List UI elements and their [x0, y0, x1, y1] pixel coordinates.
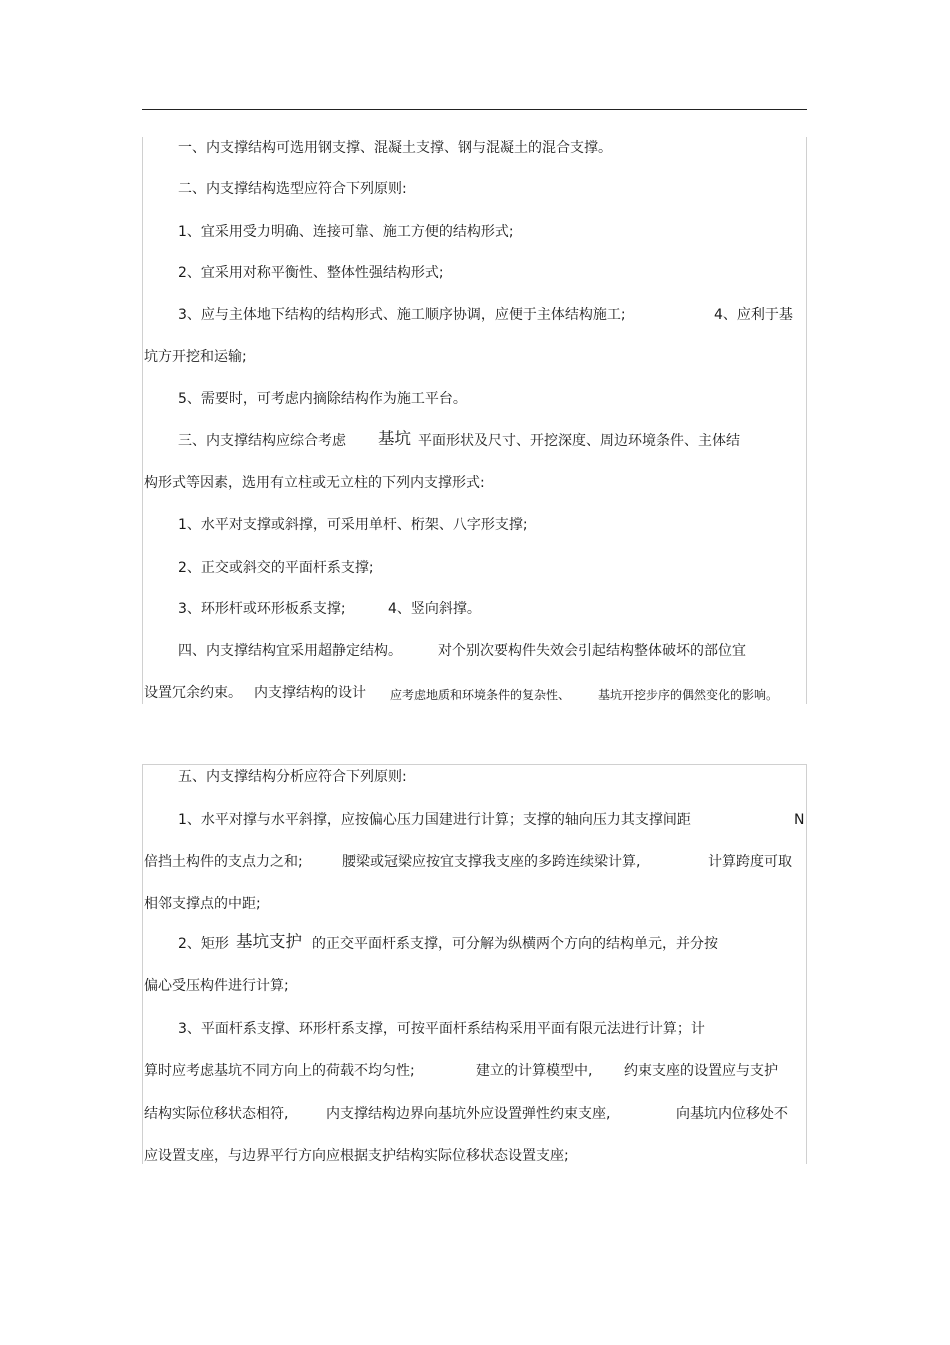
para-17-text-c: 约束支座的设置应与支护	[624, 1063, 778, 1079]
para-4-text: 2、宜采用对称平衡性、整体性强结构形式;	[178, 265, 444, 281]
para-17-line-3	[144, 1105, 288, 1123]
para-8-keyword	[378, 430, 411, 448]
para-15-text-e: 计算跨度可取	[708, 854, 792, 870]
para-14-text: 五、内支撑结构分析应符合下列原则:	[178, 769, 407, 785]
para-16-text: 偏心受压构件进行计算;	[144, 978, 289, 994]
para-13-text-d: 内支撑结构的设计	[254, 685, 366, 701]
para-8-line-1	[178, 432, 346, 450]
para-12-text-b: 4、竖向斜撑。	[388, 601, 481, 617]
para-15-text-c: 倍挡土构件的支点力之和;	[144, 854, 303, 870]
block-1-right-border	[806, 137, 807, 704]
keyword-jikeng-zhihu: 基坑支护	[236, 932, 302, 951]
para-15-text-b: N	[794, 812, 805, 828]
para-13-line-2	[144, 684, 242, 702]
para-13-text-c: 设置冗余约束。	[144, 685, 242, 701]
para-15-line-2-b	[342, 853, 640, 871]
para-15-line-1-n	[794, 811, 804, 829]
para-10	[178, 559, 374, 577]
para-16-line-2	[144, 977, 289, 995]
para-17-text-f: 向基坑内位移处不	[676, 1106, 788, 1122]
para-16-text-c: 的正交平面杆系支撑，可分解为纵横两个方向的结构单元，并分按	[312, 936, 718, 952]
block-1-left-border	[142, 137, 143, 704]
para-17-text-d: 结构实际位移状态相符,	[144, 1106, 289, 1122]
para-17-text-e: 内支撑结构边界向基坑外应设置弹性约束支座,	[326, 1106, 611, 1122]
para-16-keyword	[236, 933, 302, 951]
para-17-text-b: 建立的计算模型中,	[476, 1063, 593, 1079]
keyword-jikeng: 基坑	[378, 429, 411, 448]
para-13-text-e: 应考虑地质和环境条件的复杂性、	[390, 688, 571, 702]
para-17-line-2	[144, 1062, 415, 1080]
para-3-text: 1、宜采用受力明确、连接可靠、施工方便的结构形式;	[178, 224, 514, 240]
para-17-text: 3、平面杆系支撑、环形杆系支撑，可按平面杆系结构采用平面有限元法进行计算；计	[178, 1021, 705, 1037]
para-11-text-a: 3、环形杆或环形板系支撑;	[178, 601, 346, 617]
para-13-line-1-rest	[438, 642, 746, 660]
para-13-line-2-b	[254, 684, 366, 702]
para-13-line-1	[178, 642, 402, 660]
para-14	[178, 768, 407, 786]
block-2-left-border	[142, 764, 143, 1164]
para-17-line-2-c	[624, 1062, 778, 1080]
para-8-line-2	[144, 474, 485, 492]
para-8-text-c: 平面形状及尺寸、开挖深度、周边环境条件、主体结	[418, 433, 740, 449]
para-15-line-2	[144, 853, 303, 871]
para-1-text: 一、内支撑结构可选用钢支撑、混凝土支撑、钢与混凝土的混合支撑。	[178, 140, 612, 156]
para-15-text-a: 1、水平对撑与水平斜撑，应按偏心压力国建进行计算；支撑的轴向压力其支撑间距	[178, 812, 691, 828]
header-rule	[142, 109, 807, 110]
para-8-text-a: 三、内支撑结构应综合考虑	[178, 433, 346, 449]
para-4	[178, 264, 444, 282]
para-11	[178, 600, 346, 618]
para-6-start	[714, 306, 793, 324]
para-16-text-a: 2、矩形	[178, 936, 229, 952]
para-17-text-a: 算时应考虑基坑不同方向上的荷载不均匀性;	[144, 1063, 415, 1079]
para-7-text: 5、需要时，可考虑内摘除结构作为施工平台。	[178, 391, 467, 407]
para-15-line-1	[178, 811, 691, 829]
para-15-line-2-c	[708, 853, 792, 871]
para-8-line-1-rest	[418, 432, 740, 450]
para-13-line-2-d	[598, 686, 778, 704]
para-7	[178, 390, 467, 408]
para-17-line-1	[178, 1020, 705, 1038]
para-17-line-3-c	[676, 1105, 788, 1123]
para-6-text: 坑方开挖和运输;	[144, 349, 247, 365]
para-15-line-3	[144, 895, 261, 913]
para-17-text-g: 应设置支座，与边界平行方向应根据支护结构实际位移状态设置支座;	[144, 1148, 569, 1164]
para-9-text: 1、水平对支撑或斜撑，可采用单杆、桁架、八字形支撑;	[178, 517, 528, 533]
para-13-text-a: 四、内支撑结构宜采用超静定结构。	[178, 643, 402, 659]
para-3	[178, 223, 514, 241]
para-2-text: 二、内支撑结构选型应符合下列原则:	[178, 181, 407, 197]
para-2	[178, 180, 407, 198]
para-5-text-a: 3、应与主体地下结构的结构形式、施工顺序协调，应便于主体结构施工;	[178, 307, 626, 323]
para-17-line-3-b	[326, 1105, 610, 1123]
para-8-text: 构形式等因素，选用有立柱或无立柱的下列内支撑形式:	[144, 475, 485, 491]
para-13-line-2-c	[390, 686, 570, 704]
para-16-line-1	[178, 935, 229, 953]
para-13-text-f: 基坑开挖步序的偶然变化的影响。	[598, 688, 779, 702]
para-6-text-b: 4、应利于基	[714, 307, 793, 323]
para-12	[388, 600, 481, 618]
para-5-line-1	[178, 306, 626, 324]
para-10-text: 2、正交或斜交的平面杆系支撑;	[178, 560, 374, 576]
para-16-line-1-rest	[312, 935, 718, 953]
para-15-text-d: 腰梁或冠梁应按宜支撑我支座的多跨连续梁计算,	[342, 854, 641, 870]
para-17-line-4	[144, 1147, 569, 1165]
para-13-text-b: 对个别次要构件失效会引起结构整体破坏的部位宜	[438, 643, 746, 659]
para-17-line-2-b	[476, 1062, 592, 1080]
para-9	[178, 516, 528, 534]
para-15-text-f: 相邻支撑点的中距;	[144, 896, 261, 912]
block-2-right-border	[806, 764, 807, 1164]
para-1	[178, 139, 612, 157]
block-2-top-border	[142, 764, 807, 765]
para-6-line-2	[144, 348, 247, 366]
